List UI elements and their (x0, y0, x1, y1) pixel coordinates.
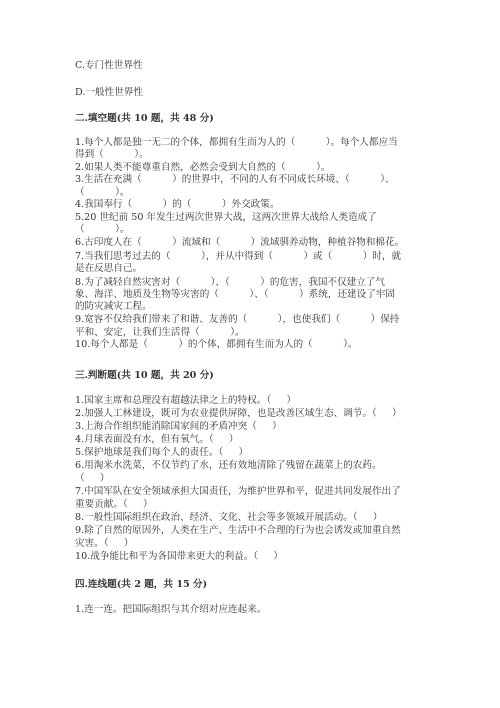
question-line: （ ） (75, 473, 110, 484)
question-line: 7.中国军队在安全领域承担大国责任，为维护世界和平，促进共同发展作出了 (75, 486, 401, 497)
question-line: 1.国家主席和总理没有超越法律之上的特权。（ ） (75, 395, 297, 406)
question-line: 6.古印度人在（ ）流域和（ ）流域驯养动物，种植谷物和棉花。 (75, 237, 405, 248)
section-true-false-heading: 三.判断题(共 10 题，共 20 分) (75, 370, 214, 381)
question-line: 的防灾减灾工程。 (75, 301, 152, 312)
question-line: 10.每个人都是（ ）的个体，都拥有生而为人的（ ）。 (75, 339, 358, 350)
question-line: 10.战争能比和平为各国带来更大的利益。（ ） (75, 551, 283, 562)
question-line: 平和、安定，让我们生活得（ ）。 (75, 327, 245, 338)
question-line: 重要贡献。（ ） (75, 499, 153, 510)
option-c: C.专门性世界性 (75, 60, 143, 71)
question-line: 3.生活在充满（ ）的世界中，不同的人有不同成长环境、（ ）、 (75, 174, 395, 185)
question-line: 8.一般性国际组织在政治、经济、文化、社会等多领域开展活动。（ ） (75, 512, 383, 523)
question-line: 得到（ ）。 (75, 149, 149, 160)
question-line: 6.用淘米水洗菜，不仅节约了水，还有效地清除了残留在蔬菜上的农药。 (75, 460, 382, 471)
question-line: 1.每个人都是独一无二的个体，都拥有生而为人的（ ）。每个人都应当 (75, 137, 398, 148)
question-line: 象、海洋、地质及生物等灾害的（ ）、（ ）系统，还建设了牢固 (75, 289, 396, 300)
question-line: 5.20 世纪前 50 年发生过两次世界大战，这两次世界大战给人类造成了 (75, 212, 377, 223)
option-d: D.一般性世界性 (75, 87, 143, 98)
question-line: （ ）。 (75, 187, 130, 198)
question-line: 2.如果人类不能尊重自然，必然会受到大自然的（ ）。 (75, 162, 331, 173)
question-line: 9.宽容不仅给我们带来了和谐、友善的（ ），也使我们（ ）保持 (75, 314, 400, 325)
question-line: 2.加强人工林建设，既可为农业提供屏障，也是改善区域生态、调节。（ ） (75, 408, 402, 419)
question-line: 1.连一连。把国际组织与其介绍对应连起来。 (75, 604, 267, 615)
section-matching-heading: 四.连线题(共 2 题，共 15 分) (75, 579, 208, 590)
question-line: 4.我国奉行（ ）的（ ）外交政策。 (75, 199, 280, 210)
question-line: （ ）。 (75, 224, 130, 235)
question-line: 4.月球表面没有水，但有氧气。（ ） (75, 434, 239, 445)
question-line: 8.为了减轻自然灾害对（ ）、（ ）的危害，我国不仅建立了气 (75, 277, 385, 288)
question-line: 是在反思自己。 (75, 263, 143, 274)
question-line: 5.保护地球是我们每个人的责任。（ ） (75, 447, 249, 458)
question-line: 7.当我们思考过去的（ ），并从中得到（ ）或（ ）时，就 (75, 251, 402, 262)
question-line: 灾害。（ ） (75, 538, 134, 549)
section-fill-in-heading: 二.填空题(共 10 题，共 48 分) (75, 113, 214, 124)
question-line: 9.除了自然的原因外，人类在生产、生活中不合理的行为也会诱发或加重自然 (75, 525, 401, 536)
question-line: 3.上海合作组织能消除国家间的矛盾冲突（ ） (75, 421, 282, 432)
